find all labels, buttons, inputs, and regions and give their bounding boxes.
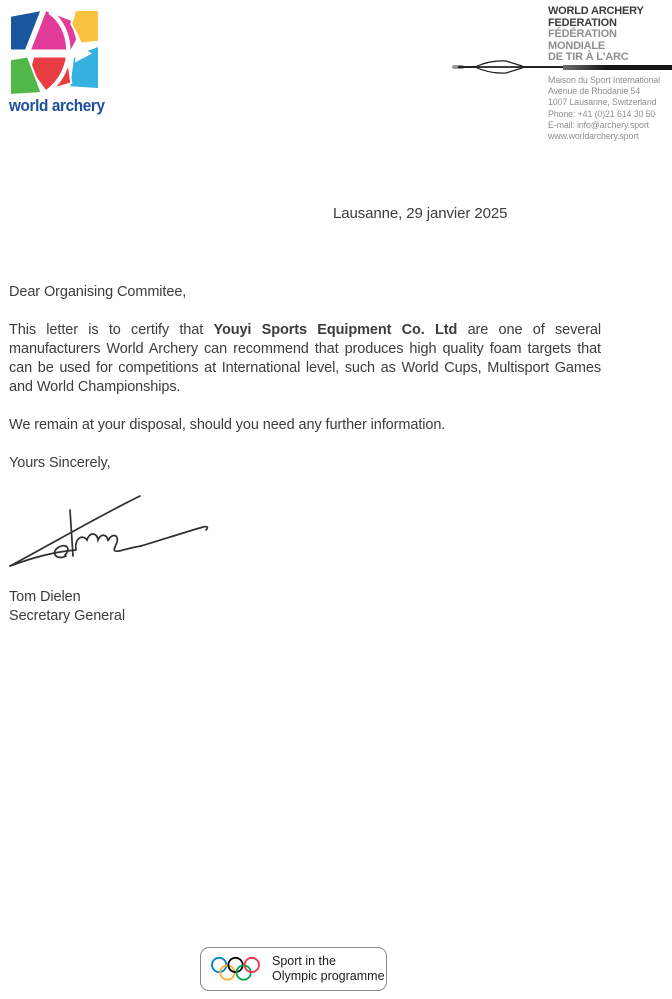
org-name-line: WORLD ARCHERY bbox=[548, 5, 644, 17]
date-line: Lausanne, 29 janvier 2025 bbox=[333, 205, 508, 222]
signer-title: Secretary General bbox=[9, 608, 125, 624]
signer-block bbox=[9, 588, 125, 626]
paragraph-text: This letter is to certify that bbox=[9, 322, 214, 338]
paragraph-disposal: We remain at your disposal, should you need any further information. bbox=[9, 417, 446, 433]
paragraph-text: are one of several manufacturers World Archery can recommend that produces high quality foam targets that can be used for competitions at International level, such as World Cups, Multisport Games and World Championships. bbox=[9, 322, 602, 395]
signature-scribble bbox=[4, 486, 216, 574]
olympic-rings-icon bbox=[211, 956, 261, 982]
salutation: Dear Organising Commitee, bbox=[9, 284, 187, 300]
olympic-programme-badge bbox=[200, 947, 387, 991]
closing-phrase: Yours Sincerely, bbox=[9, 455, 111, 471]
address-line: 1007 Lausanne, Switzerland bbox=[548, 97, 657, 108]
world-archery-logo-icon bbox=[10, 10, 99, 95]
arrow-fletching-icon bbox=[474, 60, 524, 74]
address-line: E-mail: info@archery.sport bbox=[548, 119, 650, 130]
org-name-block bbox=[548, 6, 668, 64]
address-line: www.worldarchery.sport bbox=[548, 131, 639, 142]
org-name-fr-line: MONDIALE bbox=[548, 39, 606, 52]
paragraph-certification bbox=[9, 321, 601, 397]
org-name-fr-line: DE TIR À L'ARC bbox=[548, 51, 629, 63]
olympic-programme-label-line1: Sport in the bbox=[272, 954, 336, 968]
company-name: Youyi Sports Equipment Co. Ltd bbox=[213, 322, 458, 338]
arrow-shaft-thick-icon bbox=[563, 65, 672, 70]
address-line: Avenue de Rhodanie 54 bbox=[548, 86, 641, 97]
address-line: Phone: +41 (0)21 614 30 50 bbox=[548, 108, 656, 119]
world-archery-wordmark: world archery bbox=[9, 96, 105, 115]
olympic-programme-label bbox=[272, 954, 385, 984]
address-block bbox=[548, 75, 672, 142]
letter-body bbox=[9, 283, 601, 492]
signer-name: Tom Dielen bbox=[9, 589, 81, 605]
org-name-line: FEDERATION bbox=[548, 16, 617, 29]
address-line: Maison du Sport International bbox=[548, 75, 661, 85]
olympic-programme-label-line2: Olympic programme bbox=[272, 969, 385, 983]
org-name-fr-line: FÉDÉRATION bbox=[548, 28, 617, 40]
